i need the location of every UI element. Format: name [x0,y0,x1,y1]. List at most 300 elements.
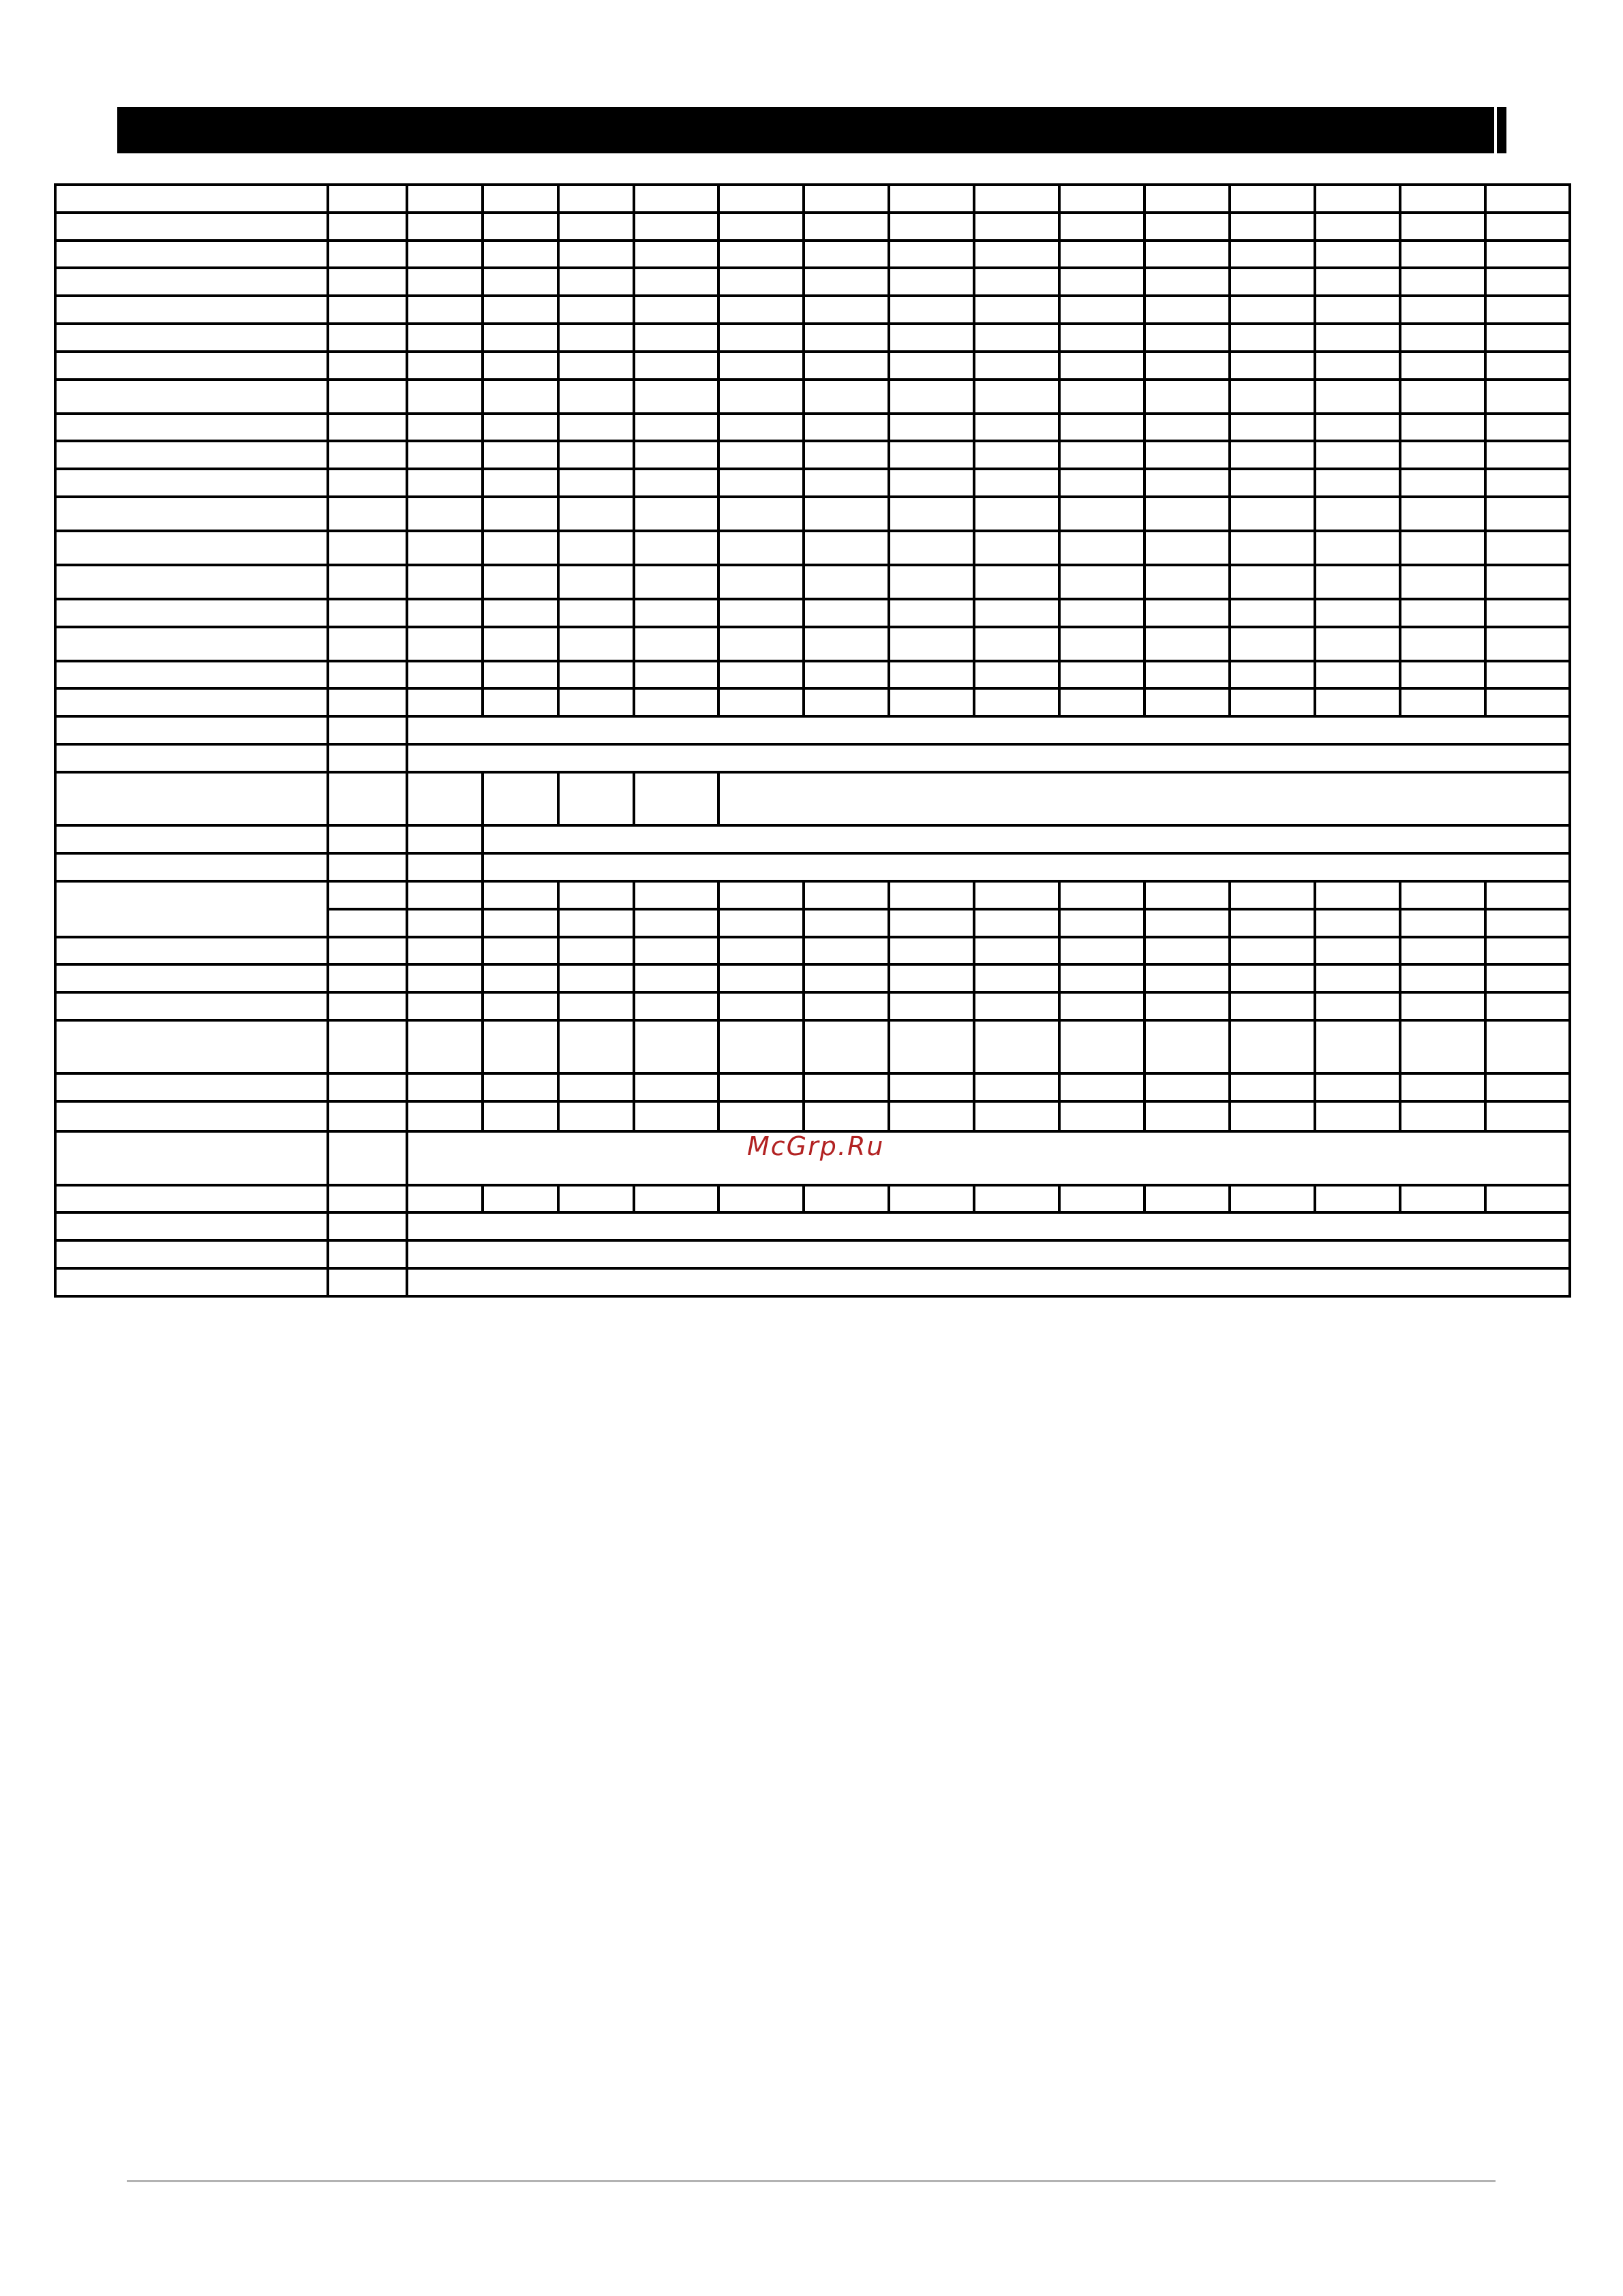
table-cell [718,531,804,565]
table-cell [1144,688,1230,716]
table-cell [1315,909,1400,937]
table-cell [328,1185,407,1213]
table-row [55,531,1570,565]
table-cell [634,909,718,937]
table-cell [634,1020,718,1074]
table-cell [328,992,407,1020]
header-bar-notch [1494,107,1497,153]
table-cell [558,352,634,380]
table-cell [328,688,407,716]
table-cell [804,352,889,380]
table-cell [558,324,634,352]
merged-value-cell [407,1212,1570,1240]
table-cell [558,909,634,937]
table-cell [718,296,804,324]
table-cell [407,414,483,442]
table-cell [1315,937,1400,965]
table-cell [407,441,483,469]
table-cell [407,565,483,599]
table-row [55,661,1570,689]
table-cell [804,881,889,909]
table-cell [889,909,974,937]
table-cell [1230,964,1315,992]
row-label-cell [55,185,328,213]
table-cell [1315,565,1400,599]
table-cell [1230,380,1315,414]
row-label-cell [55,853,328,881]
row-label-cell [55,599,328,627]
table-cell [1144,497,1230,531]
table-cell [1400,185,1485,213]
table-cell [1315,268,1400,296]
table-cell [1400,268,1485,296]
table-cell [328,909,407,937]
row-label-cell [55,716,328,744]
table-cell [558,531,634,565]
table-cell [1315,992,1400,1020]
table-cell [1059,1073,1144,1101]
table-cell [407,881,483,909]
table-cell [1059,441,1144,469]
table-cell [1485,599,1570,627]
table-cell [407,324,483,352]
table-cell [634,772,718,826]
table-cell [483,627,558,661]
table-cell [1485,497,1570,531]
table-row [55,441,1570,469]
row-label-cell [55,825,328,853]
table-cell [1485,661,1570,689]
table-cell [1400,1073,1485,1101]
row-label-cell [55,964,328,992]
table-cell [1485,185,1570,213]
table-cell [1485,324,1570,352]
table-cell [1485,268,1570,296]
table-cell [328,296,407,324]
table-row [55,1212,1570,1240]
table-cell [889,324,974,352]
table-cell [1485,937,1570,965]
table-cell [634,414,718,442]
table-cell [1400,324,1485,352]
table-cell [1144,627,1230,661]
table-row [55,964,1570,992]
table-cell [328,213,407,241]
table-cell [1144,881,1230,909]
table-cell [1485,1020,1570,1074]
table-cell [1400,565,1485,599]
table-cell [1400,964,1485,992]
table-cell [558,992,634,1020]
table-cell [1400,213,1485,241]
table-cell [804,565,889,599]
table-cell [974,599,1059,627]
table-row [55,825,1570,853]
table-cell [974,268,1059,296]
merged-value-cell [718,772,1570,826]
table-cell [889,414,974,442]
table-cell [558,661,634,689]
row-label-cell [55,627,328,661]
table-cell [407,1073,483,1101]
table-cell [1230,296,1315,324]
table-cell [407,1185,483,1213]
table-cell [558,1101,634,1131]
table-cell [1230,324,1315,352]
table-cell [634,599,718,627]
table-cell [483,661,558,689]
table-cell [1230,1020,1315,1074]
table-cell [1230,1185,1315,1213]
table-cell [1485,352,1570,380]
table-cell [483,352,558,380]
table-cell [718,599,804,627]
unit-cell [328,1240,407,1268]
table-cell [407,469,483,497]
table-cell [889,352,974,380]
table-cell [1485,296,1570,324]
table-cell [407,296,483,324]
table-cell [974,964,1059,992]
table-cell [1400,909,1485,937]
row-label-cell [55,661,328,689]
table-row [55,992,1570,1020]
table-cell [1230,937,1315,965]
table-cell [1059,213,1144,241]
table-cell [1485,241,1570,269]
table-cell [483,964,558,992]
table-cell [1485,688,1570,716]
table-cell [1400,1020,1485,1074]
table-cell [804,531,889,565]
table-cell [1230,185,1315,213]
table-cell [1315,352,1400,380]
table-cell [634,565,718,599]
table-cell [1400,881,1485,909]
table-cell [558,688,634,716]
table-cell [974,1073,1059,1101]
table-cell [328,881,407,909]
table-cell [1485,627,1570,661]
table-cell [1230,881,1315,909]
table-cell [1400,497,1485,531]
row-label-cell [55,268,328,296]
table-cell [1144,1101,1230,1131]
merged-value-cell [483,825,1570,853]
table-cell [804,414,889,442]
table-cell [483,497,558,531]
table-cell [1230,469,1315,497]
table-cell [634,324,718,352]
table-row [55,296,1570,324]
table-cell [1059,1101,1144,1131]
table-cell [1059,414,1144,442]
table-cell [1059,296,1144,324]
table-cell [558,469,634,497]
table-cell [1230,268,1315,296]
table-cell [328,1101,407,1131]
table-cell [1400,531,1485,565]
table-cell [634,881,718,909]
table-cell [1144,352,1230,380]
table-cell [1230,1101,1315,1131]
table-cell [1400,352,1485,380]
table-cell [328,627,407,661]
row-label-cell [55,992,328,1020]
table-cell [974,992,1059,1020]
row-label-cell [55,324,328,352]
table-cell [634,688,718,716]
table-cell [328,1073,407,1101]
table-row [55,1185,1570,1213]
table-cell [407,964,483,992]
row-label-cell [55,1020,328,1074]
table-cell [1144,441,1230,469]
table-cell [483,937,558,965]
table-cell [974,352,1059,380]
table-cell [718,1185,804,1213]
table-cell [1230,565,1315,599]
table-cell [718,441,804,469]
table-cell [483,185,558,213]
table-cell [407,825,483,853]
table-cell [804,380,889,414]
table-cell [1144,937,1230,965]
specification-table [54,183,1571,1298]
table-cell [1059,1185,1144,1213]
table-row [55,352,1570,380]
table-row [55,414,1570,442]
table-cell [1400,627,1485,661]
table-cell [407,497,483,531]
table-cell [804,213,889,241]
table-cell [1315,688,1400,716]
table-cell [483,469,558,497]
table-cell [1400,661,1485,689]
table-cell [1144,324,1230,352]
table-cell [718,1101,804,1131]
table-cell [974,661,1059,689]
table-cell [328,268,407,296]
table-cell [1485,1101,1570,1131]
table-cell [634,1101,718,1131]
table-cell [634,964,718,992]
table-cell [328,441,407,469]
table-cell [889,599,974,627]
table-cell [974,531,1059,565]
table-row [55,937,1570,965]
table-cell [558,213,634,241]
table-cell [1485,565,1570,599]
table-cell [1230,688,1315,716]
table-cell [1230,497,1315,531]
table-cell [483,296,558,324]
table-cell [1315,441,1400,469]
table-cell [1059,881,1144,909]
table-cell [889,1073,974,1101]
table-cell [718,414,804,442]
table-cell [634,469,718,497]
table-cell [634,185,718,213]
row-label-cell [55,688,328,716]
table-cell [1144,185,1230,213]
table-cell [1059,185,1144,213]
table-cell [804,909,889,937]
table-cell [1059,909,1144,937]
table-cell [804,268,889,296]
table-row [55,241,1570,269]
table-cell [974,380,1059,414]
table-cell [1230,627,1315,661]
table-row [55,213,1570,241]
watermark-text: McGrp.Ru [747,1131,885,1161]
table-cell [804,992,889,1020]
table-cell [1059,661,1144,689]
table-cell [558,414,634,442]
table-cell [889,296,974,324]
table-cell [328,964,407,992]
table-row [55,716,1570,744]
table-cell [1315,881,1400,909]
table-cell [974,324,1059,352]
table-cell [1315,213,1400,241]
table-cell [1059,599,1144,627]
table-cell [1144,469,1230,497]
table-cell [974,441,1059,469]
merged-value-cell [483,853,1570,881]
table-cell [974,688,1059,716]
row-label-cell [55,531,328,565]
table-cell [974,909,1059,937]
table-cell [804,964,889,992]
table-cell [889,380,974,414]
table-cell [483,414,558,442]
table-cell [1059,964,1144,992]
table-cell [1059,352,1144,380]
table-cell [1059,688,1144,716]
table-cell [889,1185,974,1213]
row-label-cell [55,380,328,414]
row-label-cell [55,1073,328,1101]
table-cell [718,1020,804,1074]
table-cell [804,937,889,965]
table-cell [634,296,718,324]
table-cell [1400,241,1485,269]
table-row [55,324,1570,352]
table-cell [1144,531,1230,565]
table-cell [718,268,804,296]
table-cell [407,185,483,213]
table-cell [804,296,889,324]
table-cell [407,992,483,1020]
table-cell [483,688,558,716]
table-cell [558,497,634,531]
table-cell [634,268,718,296]
table-cell [634,380,718,414]
table-cell [1400,1185,1485,1213]
table-cell [328,661,407,689]
table-cell [718,661,804,689]
table-cell [407,599,483,627]
row-label-cell [55,881,328,937]
table-cell [718,241,804,269]
table-row [55,853,1570,881]
table-cell [1315,1101,1400,1131]
table-cell [804,469,889,497]
table-cell [1144,380,1230,414]
row-label-cell [55,213,328,241]
row-label-cell [55,441,328,469]
table-cell [634,531,718,565]
table-cell [407,661,483,689]
table-cell [558,441,634,469]
table-row [55,1073,1570,1101]
table-cell [407,1020,483,1074]
table-cell [1315,531,1400,565]
table-cell [974,241,1059,269]
row-label-cell [55,469,328,497]
table-cell [328,497,407,531]
table-cell [1230,441,1315,469]
table-cell [407,352,483,380]
table-cell [718,627,804,661]
table-cell [483,772,558,826]
table-row [55,268,1570,296]
table-cell [328,1020,407,1074]
table-cell [407,1101,483,1131]
table-cell [889,185,974,213]
unit-cell [328,853,407,881]
table-row [55,881,1570,909]
table-cell [974,469,1059,497]
table-cell [1315,627,1400,661]
table-cell [804,599,889,627]
table-cell [328,185,407,213]
table-cell [1144,1185,1230,1213]
merged-value-cell [407,1268,1570,1296]
table-cell [483,213,558,241]
table-cell [1400,469,1485,497]
table-cell [718,185,804,213]
row-label-cell [55,414,328,442]
table-cell [1144,565,1230,599]
unit-cell [328,744,407,772]
table-cell [889,268,974,296]
table-cell [1230,599,1315,627]
table-cell [1400,296,1485,324]
merged-value-cell [407,1131,1570,1185]
table-cell [634,441,718,469]
table-cell [483,1101,558,1131]
table-row [55,1240,1570,1268]
table-cell [634,661,718,689]
merged-value-cell [407,716,1570,744]
table-cell [558,565,634,599]
table-cell [634,1073,718,1101]
table-cell [407,937,483,965]
table-cell [1144,241,1230,269]
table-cell [1059,992,1144,1020]
table-cell [1059,324,1144,352]
section-header-bar [117,107,1506,153]
table-cell [328,937,407,965]
table-cell [407,627,483,661]
table-cell [558,1020,634,1074]
table-cell [483,324,558,352]
table-cell [804,661,889,689]
merged-value-cell [407,744,1570,772]
table-cell [718,909,804,937]
